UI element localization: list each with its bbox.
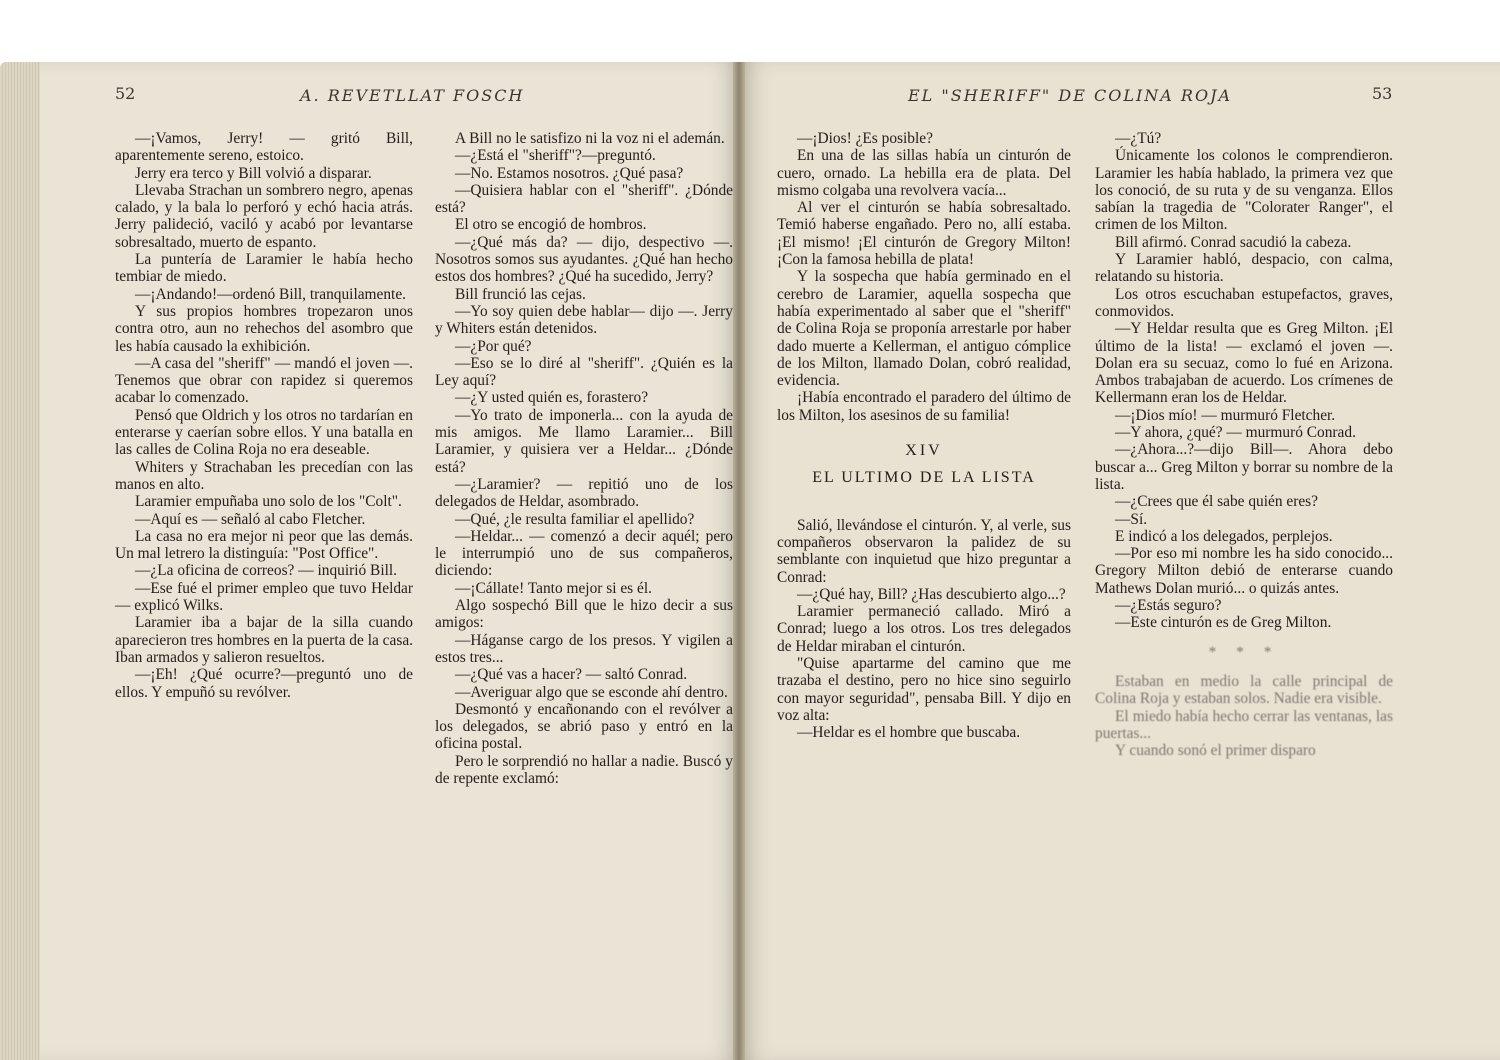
left-page xyxy=(0,62,740,1060)
paragraph: —¿Laramier? — repitió uno de los delegados de Heldar, asombrado. xyxy=(435,475,733,511)
paragraph: —¡Andando!—ordenó Bill, tranquilamente. xyxy=(135,285,406,303)
paragraph: Desmontó y encañonando con el revólver a los delegados, se abrió paso y entró en la oficina postal. xyxy=(435,700,733,753)
right-page xyxy=(740,62,1500,1060)
paragraph: ¡Había encontrado el paradero del último de los Milton, los asesinos de su familia! xyxy=(777,389,1071,424)
paragraph: Whiters y Strachaban les precedían con las manos en alto. xyxy=(115,458,413,493)
book-spread xyxy=(0,62,1500,1060)
paragraph: —¡Vamos, Jerry! — gritó Bill, aparentemente sereno, estoico. xyxy=(115,130,413,165)
left-column-2 xyxy=(435,130,733,787)
paragraph: Bill frunció las cejas. xyxy=(455,285,586,303)
paragraph: E indicó a los delegados, perplejos. xyxy=(1115,527,1333,545)
paragraph: —Yo soy quien debe hablar— dijo —. Jerry y Whiters están detenidos. xyxy=(435,302,733,338)
paragraph: —¿Tú? xyxy=(1115,130,1162,147)
left-column-1 xyxy=(115,130,413,701)
page-number-right: 53 xyxy=(1372,84,1393,103)
paragraph: —¿Por qué? xyxy=(455,337,532,355)
paragraph: La puntería de Laramier le había hecho tembiar de miedo. xyxy=(115,251,413,286)
paragraph: —Por eso mi nombre les ha sido conocido... Gregory Milton debió de enterarse cuando Mathews Dolan murió... o quizás antes. xyxy=(1095,545,1393,597)
paragraph: Bill afirmó. Conrad sacudió la cabeza. xyxy=(1115,233,1352,251)
paragraph: —Heldar... — comenzó a decir aquél; pero le interrumpió uno de sus compañeros, diciendo: xyxy=(435,527,733,580)
paragraph: Salió, llevándose el cinturón. Y, al verle, sus compañeros observaron la palidez de su semblante con inquietud que hizo preguntar a Conrad: xyxy=(777,516,1071,586)
paragraph: Y la sospecha que había germinado en el cerebro de Laramier, aquella sospecha que había experimentado al saber que el "sheriff" de Colina Roja se proponía arrestarle por haber dado muerte a Kellerman, el antiguo cómplice de los Milton, llamado Dolan, cobró realidad, evidencia. xyxy=(777,268,1071,390)
paragraph: —Eso se lo diré al "sheriff". ¿Quién es la Ley aquí? xyxy=(435,354,733,390)
paragraph: En una de las sillas había un cinturón de cuero, ornado. La hebilla era de plata. Del mismo colgaba una revolvera vacía... xyxy=(777,147,1071,199)
paragraph: Los otros escuchaban estupefactos, graves, conmovidos. xyxy=(1095,285,1393,320)
paragraph: —¿Qué vas a hacer? — saltó Conrad. xyxy=(455,666,688,684)
paragraph: —Este cinturón es de Greg Milton. xyxy=(1115,614,1332,632)
paragraph: —Qué, ¿le resulta familiar el apellido? xyxy=(455,510,695,528)
paragraph: Pensó que Oldrich y los otros no tardarían en enterarse y caerían sobre ellos. Y una batalla en las calles de Colina Roja no era deseable. xyxy=(115,406,413,459)
paragraph: Y Laramier habló, despacio, con calma, relatando su historia. xyxy=(1095,251,1393,286)
paragraph: —Sí. xyxy=(1115,510,1148,528)
paragraph: Laramier permaneció callado. Miró a Conrad; luego a los otros. Los tres delegados de Heldar miraban el cinturón. xyxy=(777,603,1071,655)
paragraph: —A casa del "sheriff" — mandó el joven —. Tenemos que obrar con rapidez si queremos acabar lo comenzado. xyxy=(115,354,413,407)
paragraph: La casa no era mejor ni peor que las demás. Un mal letrero la distinguía: "Post Office". xyxy=(115,527,413,563)
paragraph: —¿Qué hay, Bill? ¿Has descubierto algo...? xyxy=(797,585,1066,603)
paragraph: —Ese fué el primer empleo que tuvo Heldar — explicó Wilks. xyxy=(115,579,413,615)
paragraph: Algo sospechó Bill que le hizo decir a sus amigos: xyxy=(435,597,733,632)
chapter-number: XIV xyxy=(905,442,943,460)
paragraph: —Yo trato de imponerla... con la ayuda de mis amigos. Me llamo Laramier... Bill Laramier, y quisiera ver a Heldar... ¿Dónde está? xyxy=(435,406,733,476)
paragraph: —No. Estamos nosotros. ¿Qué pasa? xyxy=(455,164,684,182)
paragraph: —Averiguar algo que se esconde ahí dentro. xyxy=(455,683,728,701)
running-head-right: EL "SHERIFF" DE COLINA ROJA xyxy=(908,86,1233,105)
paragraph: —¡Cállate! Tanto mejor si es él. xyxy=(455,579,652,597)
paragraph: —¿La oficina de correos? — inquirió Bill. xyxy=(135,562,398,580)
paragraph: Laramier empuñaba uno solo de los "Colt". xyxy=(135,493,402,511)
right-column-2 xyxy=(1095,130,1393,759)
paragraph: A Bill no le satisfizo ni la voz ni el ademán. xyxy=(455,130,725,147)
right-column-1 xyxy=(777,130,1071,742)
book-gutter xyxy=(733,62,745,1060)
paragraph: —¡Dios! ¿Es posible? xyxy=(797,130,933,147)
section-separator: * * * xyxy=(1208,643,1280,661)
paragraph: —¿Está el "sheriff"?—preguntó. xyxy=(455,147,656,165)
chapter-title: EL ULTIMO DE LA LISTA xyxy=(812,469,1036,487)
paragraph: —¡Eh! ¿Qué ocurre?—preguntó uno de ellos. Y empuñó su revólver. xyxy=(115,666,413,701)
paragraph: Y sus propios hombres tropezaron unos contra otro, aun no rehechos del asombro que les había causado la exhibición. xyxy=(115,302,413,355)
page-number-left: 52 xyxy=(115,84,136,103)
paragraph: —Quisiera hablar con el "sheriff". ¿Dónde está? xyxy=(435,181,733,217)
paragraph: Y cuando sonó el primer disparo xyxy=(1115,742,1316,760)
paragraph: Únicamente los colonos le comprendieron. Laramier les había hablado, la primera vez que los conoció, de su ruta y de su venganza. Ellos sabían la tragedia de "Colorater Ranger", el crimen de los Milton. xyxy=(1095,147,1393,234)
paragraph: —¿Crees que él sabe quién eres? xyxy=(1115,493,1318,511)
paragraph: —¿Y usted quién es, forastero? xyxy=(455,389,649,407)
page-edges xyxy=(0,62,40,1060)
paragraph: —Y Heldar resulta que es Greg Milton. ¡El último de la lista! — exclamó el joven —. Dolan era su secuaz, como lo fué en Arizona. Ambos trabajaban de acuerdo. Los crímenes de Kellermann eran los de Heldar. xyxy=(1095,320,1393,407)
paragraph: —¿Ahora...?—dijo Bill—. Ahora debo buscar a... Greg Milton y borrar su nombre de la lista. xyxy=(1095,441,1393,493)
paragraph: "Quise apartarme del camino que me trazaba el destino, pero no hice sino seguirlo con mayor seguridad", pensaba Bill. Y dijo en voz alta: xyxy=(777,655,1071,724)
running-head-left: A. REVETLLAT FOSCH xyxy=(300,86,525,105)
paragraph: —Aquí es — señaló al cabo Fletcher. xyxy=(135,510,366,528)
paragraph: —Heldar es el hombre que buscaba. xyxy=(797,724,1021,742)
paragraph: Laramier iba a bajar de la silla cuando aparecieron tres hombres en la puerta de la casa. Iban armados y salieron resueltos. xyxy=(115,614,413,666)
paragraph: Al ver el cinturón se había sobresaltado. Temió haberse engañado. Pero no, allí estaba. ¡El mismo! ¡El cinturón de Gregory Milton! ¡Con la famosa hebilla de plata! xyxy=(777,199,1071,269)
paragraph: —¿Qué más da? — dijo, despectivo —. Nosotros somos sus ayudantes. ¿Qué han hecho estos dos hombres? ¿Qué ha sucedido, Jerry? xyxy=(435,233,733,286)
paragraph: —¡Dios mío! — murmuró Fletcher. xyxy=(1115,406,1336,424)
paragraph: El otro se encogió de hombros. xyxy=(455,216,647,234)
paragraph: —¿Estás seguro? xyxy=(1115,597,1222,615)
paragraph: —Y ahora, ¿qué? — murmuró Conrad. xyxy=(1115,424,1356,442)
paragraph: Estaban en medio la calle principal de Colina Roja y estaban solos. Nadie era visible. xyxy=(1095,672,1393,708)
paragraph: Llevaba Strachan un sombrero negro, apenas calado, y la bala lo perforó y echó hacia atrás. Jerry palideció, vaciló y acabó por levantarse sobresaltado, muerto de espanto. xyxy=(115,181,413,251)
paragraph: El miedo había hecho cerrar las ventanas, las puertas... xyxy=(1095,707,1393,742)
paragraph: Pero le sorprendió no hallar a nadie. Buscó y de repente exclamó: xyxy=(435,752,733,787)
paragraph: Jerry era terco y Bill volvió a disparar. xyxy=(135,164,372,182)
paragraph: —Háganse cargo de los presos. Y vigilen a estos tres... xyxy=(435,631,733,666)
